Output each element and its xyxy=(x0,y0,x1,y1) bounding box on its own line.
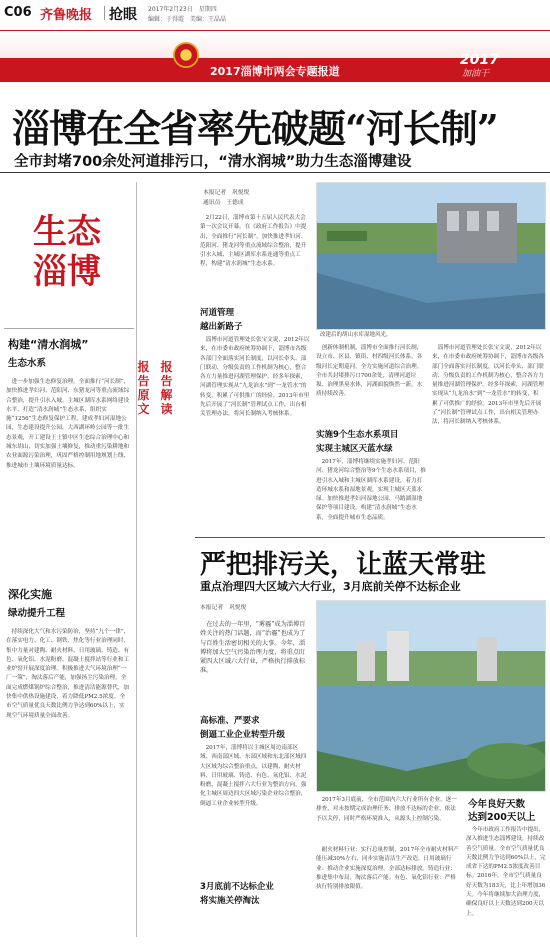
page-number: C06 xyxy=(4,5,32,20)
issue-date: 2017年2月23日 星期四 xyxy=(148,6,217,13)
main-headline: 淄博在全省率先破题“河长制” xyxy=(12,106,498,151)
section2-rule xyxy=(195,537,545,538)
article1-sub2b: 实现主城区天蓝水绿 xyxy=(316,444,393,454)
sidebar-title: 今年良好天数 达到200天以上 xyxy=(468,799,536,823)
article1-photo-caption: 改建后的胡山水库湿地风光。 xyxy=(320,332,392,338)
sidebar-text: 今年市政府工作报告中提出，深入推进生态淄博建设，持续改善空气质量。全市空气质量优良天数比例力争达到60%以上，完成省下达的PM2.5浓度改善目标。2016年，全市空气质量良好天数为183天，比上年增加36天。今年将继续加大治理力度，确保良好以上天数达到200天以上。 xyxy=(466,827,546,917)
left-section1-title: 构建“清水润城” xyxy=(8,338,89,351)
article1-text3: 2017年，淄博将继续实施孝妇河、范阳河、猪龙河综合整治等9个生态水系项目，推进引水入城和主城区湖库水系建设，着力打造环城水系和湿地景观，实现主城区天蓝水绿。加快推进孝妇河湿地公园、马踏湖湿地保护等项目建设，构建“清水润城”生态水系，全面提升城市生态品质。 xyxy=(316,459,426,521)
river-photo-art xyxy=(317,183,545,329)
paper-logo: 齐鲁晚报 xyxy=(40,8,93,23)
lake-photo-art xyxy=(317,601,545,791)
left-section2-text: 持续深化大气和水污染防治，坚持“九个一律”，在落实电力、化工、钢铁、焦化等行业治理同时，集中力量对建陶、耐火材料、日用玻璃、铸造、有色、氧化铝、水泥粉磨、混凝土搅拌站等行业和工业炉窑开展深度治理。积极推进大气环境治理“一厂一策”，淘汰落后产能，加强扬尘污染治理，全面完成燃煤锅炉综合整治，推进清洁能源替代，加快集中供热设施建设，着力降低PM2.5浓度。全市空气质量优良天数比例力争达到60%以上，实现空气环境质量全面改善。 xyxy=(6,629,130,719)
article2-sub2b: 将实施关停淘汰 xyxy=(200,896,260,906)
main-subheadline: 全市封堵700余处河道排污口，“清水润城”助力生态淄博建设 xyxy=(14,154,412,170)
article2-sub1b: 倒逼工业企业转型升级 xyxy=(200,730,286,740)
article1-text1: 淄博市河道管理处长张宝文说，2012年以来，在市委市政府统筹协调下，淄博市各级各部门全面落实河长制度，以河长牵头、部门联动、分级负责的工作机制为核心，整合各方力量推进河湖管理保护。经多年探索，河湖管理实现从“九龙治水”到“一龙管水”的转变，积累了可供推广的经验。2013年市里先后开展了“河长制”管理试点工作，出台相关管理办法，将河长制纳入考核体系。 xyxy=(200,337,310,418)
river-photo xyxy=(316,182,546,330)
banner-badge-year: 2017 xyxy=(460,52,499,68)
banner-badge-text: 加油干 xyxy=(462,69,490,79)
left-section2-title: 深化实施 xyxy=(8,588,52,601)
article2-subheadline: 重点治理四大区域六大行业，3月底前关停不达标企业 xyxy=(200,580,461,593)
article1-byline: 本报记者 巩悦悦 通讯员 王德成 xyxy=(203,190,250,206)
article1-text3-cont: 淄博市河道管理处长张宝文说，2012年以来，在市委市政府统筹协调下，淄博市各级各部门全面落实河长制度，以河长牵头、部门联动、分级负责的工作机制为核心，整合各方力量推进河湖管理保护。经多年探索，河湖管理实现从“九龙治水”到“一龙管水”的转变，积累了可供推广的经验。2013年市里先后开展了“河长制”管理试点工作，出台相关管理办法，将河长制纳入考核体系。 xyxy=(432,345,544,426)
article1-sub2: 实施9个生态水系项目 xyxy=(316,430,399,440)
masthead-divider xyxy=(104,6,105,20)
left-section1-subtitle: 生态水系 xyxy=(8,358,47,369)
article1-text2: 创新体制机制，淄博市全面推行河长制，设立市、区县、镇街、村四级河长体系，各级河长定期巡河，全力实施河道综合治理。全市共封堵排污口700余处，清理河道垃圾、治理黑臭水体，河湖面貌焕然一新，水质持续改善。 xyxy=(316,345,423,398)
left-column-rule xyxy=(4,328,134,329)
article2-byline: 本报记者 巩悦悦 xyxy=(200,605,247,611)
label-report-original: 报告原文 xyxy=(137,360,150,416)
left-section1-text: 进一步加强生态修复治理。全面推行“河长制”，加快推进孝妇河、范阳河、东猪龙河等重点流域综合整治，提升引水入城、主城区湖库水系网络建设水平，打造“清水润城”生态水系，组织实施“1256”生态修复保护工程，建成孝妇河湿地公园，生态建设提升公园，大西湖环岭公园等一批生态景观，开工建设王士镇中区生态综合治理中心和城东胡山、切实加强土壤修复，推动重污染耕地和农业面源污染治理，巩固严格控制用地规划上线，推进城市土壤环境质量达标。 xyxy=(6,379,130,469)
left-section2-subtitle: 绿动提升工程 xyxy=(8,608,66,619)
article2-lead: 在过去的一年里，“雾霾”成为淄博百姓关注的热门话题，而“治霾”也成为了与百姓生活密切相关的大事。今年，淄博将加大空气污染治理力度，将重点盯紧四大区域六大行业，严格执行排放标准。 xyxy=(200,621,306,675)
article2-sub2: 3月底前不达标企业 xyxy=(200,882,274,892)
article2-sub1: 高标准、严要求 xyxy=(200,716,260,726)
article2-headline: 严把排污关，让蓝天常驻 xyxy=(200,550,487,580)
banner-title: 2017淄博市两会专题报道 xyxy=(210,65,340,78)
lake-photo xyxy=(316,600,546,792)
article1-sub1: 河道管理 xyxy=(200,308,235,318)
article1-lead: 2月22日，淄博市第十五届人民代表大会第一次会议开幕。在《政府工作报告》中提出，全面推行“河长制”，加快推进孝妇河、范阳河、猪龙河等重点流域综合整治，提升引水入城、主城区湖库水系连通等重点工程，构建“清水润城”生态水系。 xyxy=(200,215,307,268)
column-divider xyxy=(136,182,137,937)
national-emblem-icon xyxy=(173,42,199,68)
editors: 编辑：于得霞 美编：王晶晶 xyxy=(148,16,227,23)
headline-rule xyxy=(0,172,550,173)
article2-text1: 2017年，淄博将以主城区周边南部区域、西南部区域、东部区域和东北部区域四大区域为综合整治重点，以建陶、耐火材料、日用玻璃、铸造、有色、氧化铝、水泥粉磨、混凝土搅拌六大行业为整治方向，强化主城区周边四大区域污染企业综合整治，倒逼工业企业转型升级。 xyxy=(200,745,307,807)
label-report-interpret: 报告解读 xyxy=(160,360,173,416)
article2-text3: 耐火材料行业：实行总量控制，2017年全市耐火材料产能压减30%左右，同步实施清洁生产改造。日用玻璃行业：推动企业实施深度治理，全部达标排放。铸造行业：推进集中布局，淘汰落后产能。有色、氧化铝行业：严格执行特别排放限值。 xyxy=(316,847,459,891)
eco-zibo-title: 生态 淄博 xyxy=(33,212,101,292)
article1-sub1b: 越出新路子 xyxy=(200,322,243,332)
article2-text2: 2017年3月底前，全市范围内六大行业所有企业，逐一排查，对未按期完成治理任务、排放不达标的企业，依法予以关停，同时严格环境准入，从源头上控制污染。 xyxy=(316,797,457,822)
section-name: 抢眼 xyxy=(109,7,137,23)
